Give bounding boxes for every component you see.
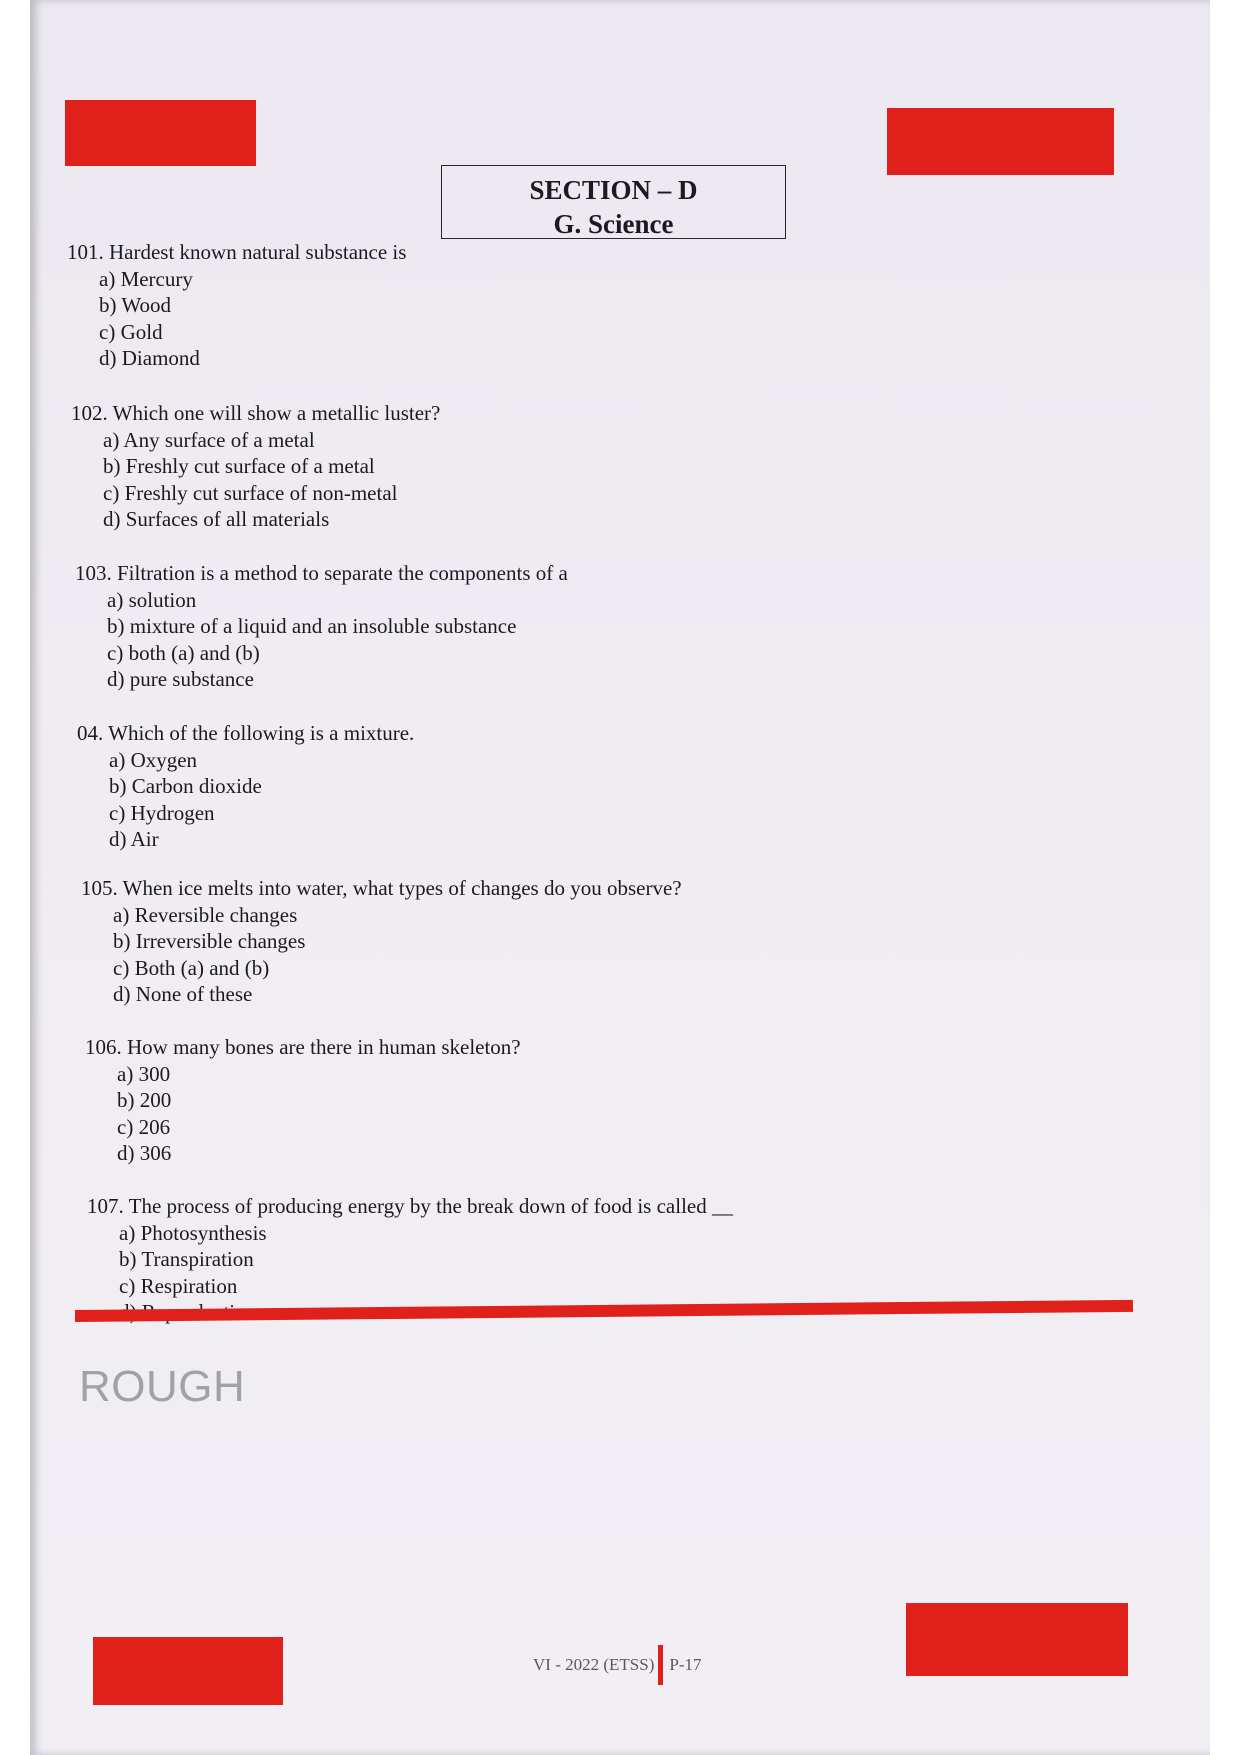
footer-exam-code: VI - 2022 (ETSS): [533, 1655, 655, 1674]
question-text: 101. Hardest known natural substance is: [67, 240, 407, 264]
option-a: a) solution: [107, 587, 197, 612]
option-d: d) Diamond: [99, 346, 200, 370]
question-text: 102. Which one will show a metallic luster?: [71, 401, 441, 425]
option-d: d) Air: [109, 827, 159, 851]
question-text: 107. The process of producing energy by the break down of food is called __: [87, 1194, 733, 1218]
option-b: b) Wood: [99, 293, 172, 317]
option-b: b) Transpiration: [119, 1247, 254, 1271]
option-list: [85, 1061, 521, 1167]
option-d: d) Surfaces of all materials: [103, 507, 330, 531]
option-d: d) 306: [117, 1141, 172, 1165]
redaction-block-bottom-right: [906, 1603, 1128, 1676]
option-a: a) Reversible changes: [113, 902, 298, 927]
option-c: c) Hydrogen: [109, 800, 215, 825]
question-text: 105. When ice melts into water, what types of changes do you observe?: [81, 876, 682, 900]
rough-work-label: ROUGH: [79, 1362, 246, 1411]
option-list: [81, 902, 682, 1008]
option-d: d) pure substance: [107, 667, 254, 691]
question-text: 106. How many bones are there in human skeleton?: [85, 1035, 521, 1059]
option-a: a) Any surface of a metal: [103, 427, 315, 452]
question-101: [67, 239, 406, 372]
question-text: 103. Filtration is a method to separate the components of a: [75, 561, 568, 585]
option-list: [67, 266, 406, 372]
option-b: b) 200: [117, 1088, 172, 1112]
option-list: [75, 587, 568, 693]
question-104: [77, 720, 414, 853]
option-c: c) Gold: [99, 319, 163, 344]
option-b: b) Irreversible changes: [113, 929, 306, 953]
option-c: c) Freshly cut surface of non-metal: [103, 480, 398, 505]
section-subtitle: G. Science: [553, 209, 674, 239]
redaction-block-bottom-left: [93, 1637, 283, 1705]
option-c: c) both (a) and (b): [107, 640, 260, 665]
question-text: 04. Which of the following is a mixture.: [77, 721, 415, 745]
option-b: b) Carbon dioxide: [109, 774, 262, 798]
redaction-block-top-left: [65, 100, 256, 166]
footer-divider: [658, 1645, 663, 1685]
option-list: [71, 427, 440, 533]
question-106: [85, 1034, 521, 1167]
question-103: [75, 560, 568, 693]
option-c: c) Respiration: [119, 1273, 238, 1298]
question-102: [71, 400, 440, 533]
option-d: d) None of these: [113, 982, 253, 1006]
section-header: [441, 165, 786, 239]
redaction-block-top-right: [887, 108, 1114, 175]
option-list: [77, 747, 414, 853]
option-a: a) Photosynthesis: [119, 1220, 267, 1245]
option-a: a) 300: [117, 1061, 171, 1086]
page-footer: [533, 1645, 701, 1685]
section-title: SECTION – D: [529, 175, 698, 205]
option-c: c) 206: [117, 1114, 171, 1139]
footer-page-number: P-17: [669, 1655, 702, 1674]
question-105: [81, 875, 682, 1008]
option-a: a) Oxygen: [109, 747, 198, 772]
option-a: a) Mercury: [99, 266, 193, 291]
option-b: b) mixture of a liquid and an insoluble substance: [107, 614, 517, 638]
option-c: c) Both (a) and (b): [113, 955, 270, 980]
option-b: b) Freshly cut surface of a metal: [103, 454, 375, 478]
